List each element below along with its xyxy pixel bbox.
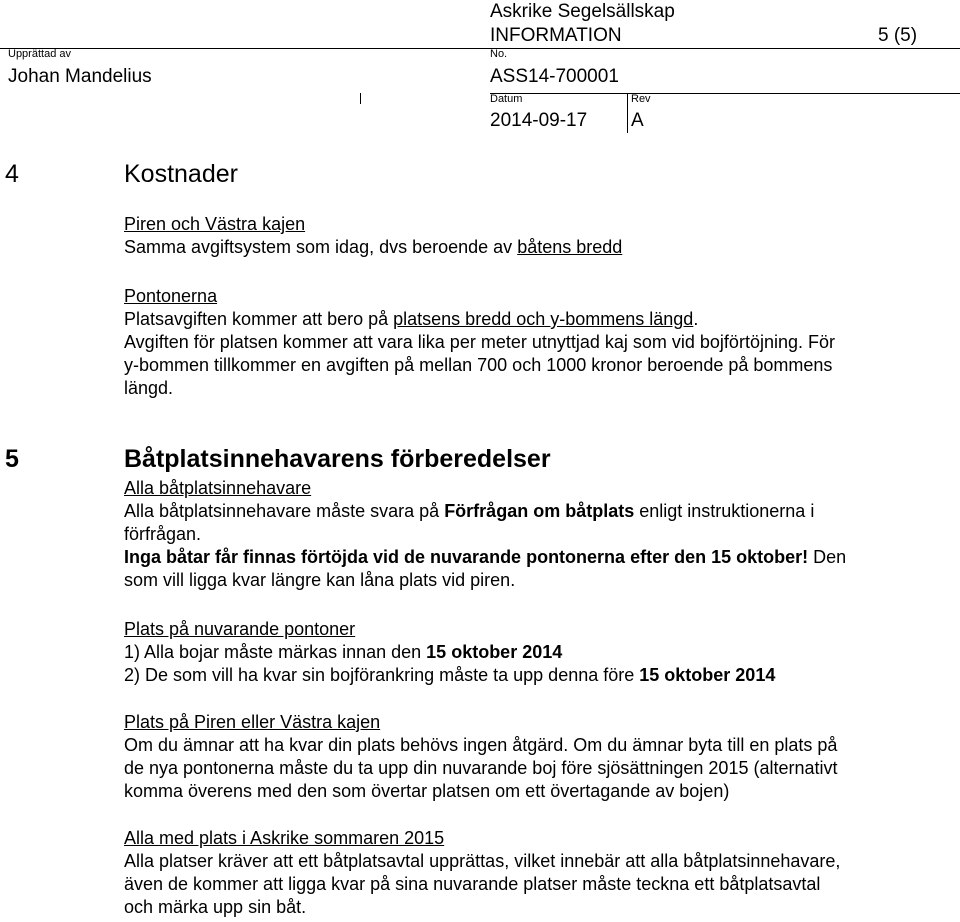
header-tick [360, 93, 361, 104]
piren-kajen-line-2: de nya pontonerna måste du ta upp din nuvarande boj före sjösättningen 2015 (alternativt [124, 758, 838, 778]
pontoner-line-1-start: Platsavgiften kommer att bero på [124, 309, 394, 329]
plats-line-1 [124, 641, 944, 664]
plats-line-1-date: 15 oktober 2014 [426, 642, 563, 662]
pontoner-line-1 [124, 308, 944, 331]
section-4-title: Kostnader [124, 160, 238, 188]
piren-kajen-block [124, 711, 944, 803]
pontoner-block [124, 285, 944, 400]
sommar-heading: Alla med plats i Askrike sommaren 2015 [124, 828, 445, 848]
page-number: 5 (5) [878, 25, 918, 46]
section-5-number: 5 [5, 445, 19, 473]
piren-kajen-line-3: komma överens med den som övertar platsen om ett övertagande av bojen) [124, 781, 730, 801]
sommar-line-1: Alla platser kräver att ett båtplatsavtal upprättas, vilket innebär att alla båtplatsinnehavare, [124, 851, 841, 871]
date-label: Datum [490, 93, 523, 105]
piren-text-start: Samma avgiftsystem som idag, dvs beroende av [124, 237, 518, 257]
plats-line-1-start: 1) Alla bojar måste märkas innan den [124, 642, 427, 662]
pontoner-line-2: Avgiften för platsen kommer att vara lika per meter utnyttjad kaj som vid bojförtöjning. För [124, 332, 835, 352]
pontoner-heading: Pontonerna [124, 286, 218, 306]
revision-label: Rev [631, 93, 651, 105]
piren-kajen-heading: Plats på Piren eller Västra kajen [124, 712, 381, 732]
alla-line-2: förfrågan. [124, 524, 202, 544]
document-date: 2014-09-17 [490, 110, 588, 131]
plats-heading: Plats på nuvarande pontoner [124, 619, 356, 639]
revision: A [631, 110, 644, 131]
alla-line-4: som vill ligga kvar längre kan låna plats vid piren. [124, 570, 516, 590]
document-type: INFORMATION [490, 25, 622, 46]
section-4-number: 4 [5, 160, 19, 188]
header-rule-2 [490, 93, 960, 94]
alla-line-1-bold: Förfrågan om båtplats [444, 501, 635, 521]
alla-line-1-end: enligt instruktionerna i [634, 501, 815, 521]
pontoner-line-3: y-bommen tillkommer en avgiften på mellan 700 och 1000 kronor beroende på bommens [124, 355, 833, 375]
section-5-title: Båtplatsinnehavarens förberedelser [124, 445, 551, 473]
plats-line-2-start: 2) De som vill ha kvar sin bojförankring måste ta upp denna före [124, 665, 640, 685]
alla-line-3-end: Den [808, 547, 847, 567]
spot-width-link[interactable]: platsens bredd och y-bommens längd [393, 309, 694, 329]
plats-block [124, 618, 944, 687]
header-rule-1 [0, 48, 960, 49]
author-name: Johan Mandelius [8, 66, 152, 87]
piren-text [124, 236, 944, 259]
sommar-line-2: även de kommer att ligga kvar på sina nuvarande platser måste teckna ett båtplatsavtal [124, 874, 821, 894]
piren-block [124, 213, 944, 259]
pontoner-line-1-end: . [693, 309, 699, 329]
piren-kajen-line-1: Om du ämnar att ha kvar din plats behövs ingen åtgärd. Om du ämnar byta till en plats på [124, 735, 838, 755]
deadline-warning: Inga båtar får finnas förtöjda vid de nuvarande pontonerna efter den 15 oktober! [124, 547, 809, 567]
plats-line-2 [124, 664, 944, 687]
piren-heading: Piren och Västra kajen [124, 214, 306, 234]
sommar-block [124, 827, 944, 919]
document-number-label: No. [490, 48, 508, 60]
sommar-line-3: och märka upp sin båt. [124, 897, 307, 917]
boat-width-link[interactable]: båtens bredd [517, 237, 623, 257]
header-divider [627, 93, 628, 133]
alla-line-1-start: Alla båtplatsinnehavare måste svara på [124, 501, 445, 521]
alla-heading: Alla båtplatsinnehavare [124, 478, 312, 498]
alla-line-3 [124, 546, 944, 569]
document-number: ASS14-700001 [490, 66, 619, 87]
alla-line-1 [124, 500, 944, 523]
alla-block [124, 477, 944, 592]
author-label: Upprättad av [8, 48, 71, 60]
pontoner-line-4: längd. [124, 378, 174, 398]
plats-line-2-date: 15 oktober 2014 [639, 665, 776, 685]
organization-name: Askrike Segelsällskap [490, 1, 675, 22]
